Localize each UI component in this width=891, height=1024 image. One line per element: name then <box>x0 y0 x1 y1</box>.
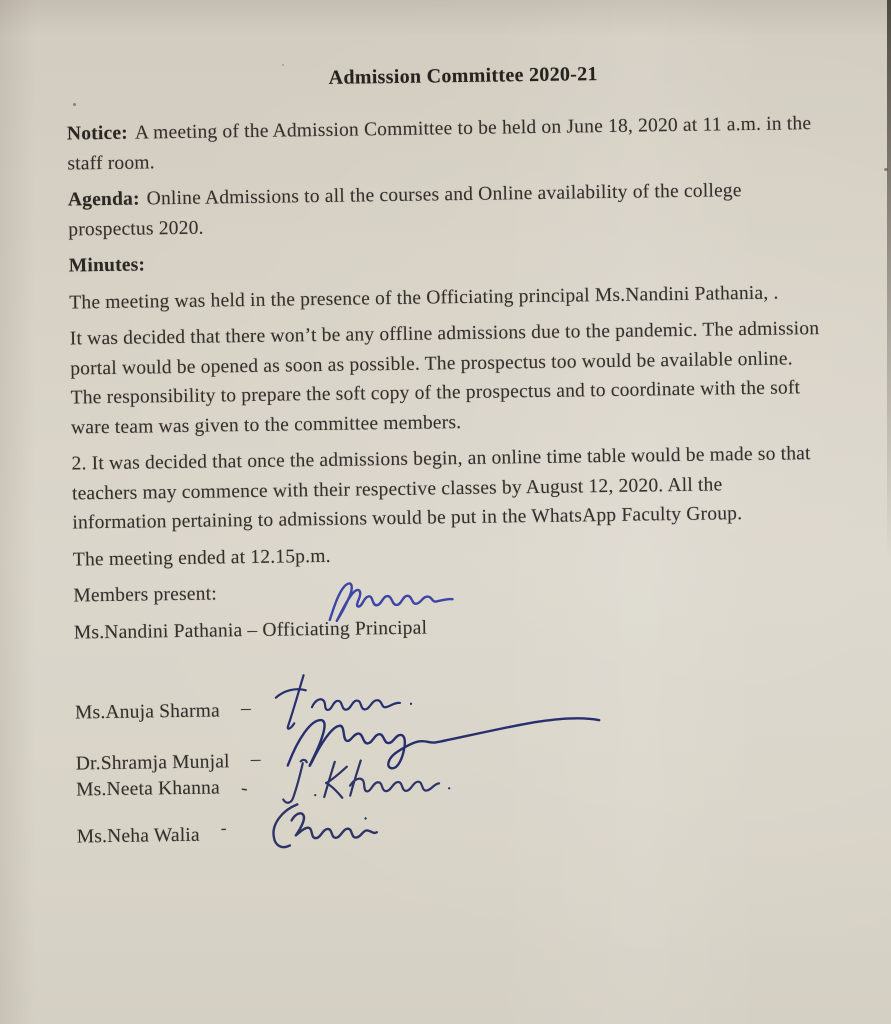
member-name: Ms.Anuja Sharma <box>74 700 221 724</box>
meeting-ended-line <box>73 534 867 575</box>
notice-label: Notice: <box>66 122 129 145</box>
text-line: A meeting of the Admission Committee to be held on June 18, 2020 at 11 a.m. in the <box>134 113 812 144</box>
text-line: portal would be opened as soon as possible. The prospectus too would be available online. <box>70 347 793 380</box>
member-row-neeta-khanna <box>75 734 870 801</box>
member-dash: – <box>250 748 261 770</box>
decision2-paragraph <box>71 438 866 538</box>
member-name: Ms.Neha Walia <box>76 824 200 847</box>
member-dash: – <box>240 698 252 720</box>
member-name: Ms.Neeta Khanna <box>75 777 221 801</box>
text-line: The meeting was held in the presence of the Officiating principal Ms.Nandini Pathania, . <box>69 282 779 314</box>
minutes-label: Minutes: <box>68 254 146 277</box>
text-line: The meeting ended at 12.15p.m. <box>72 545 331 570</box>
members-list <box>73 607 871 847</box>
document-page <box>66 56 871 847</box>
text-line: ware team was given to the committee members. <box>70 411 462 439</box>
notice-paragraph <box>67 108 862 178</box>
photo-edge-shadow <box>887 0 891 560</box>
text-line: teachers may commence with their respective classes by August 12, 2020. All the <box>71 473 723 505</box>
document-title: Admission Committee 2020-21 <box>328 63 598 89</box>
text-line: prospectus 2020. <box>68 217 204 241</box>
member-name: Ms.Nandini Pathania – Officiating Principal <box>73 617 428 643</box>
member-name: Dr.Shramja Munjal <box>75 750 230 774</box>
agenda-label: Agenda: <box>67 188 140 211</box>
presence-paragraph <box>69 277 863 318</box>
text-line: information pertaining to admissions would be put in the WhatsApp Faculty Group. <box>72 503 743 534</box>
member-dash: - <box>239 777 250 800</box>
text-line: Online Admissions to all the courses and Online availability of the college <box>146 180 742 210</box>
text-line: 2. It was decided that once the admissions begin, an online time table would be made so that <box>71 443 811 475</box>
text-line: The responsibility to prepare the soft copy of the prospectus and to coordinate with the soft <box>70 377 801 409</box>
member-row-nandini-pathania <box>74 607 868 648</box>
text-line: staff room. <box>67 151 155 175</box>
members-present-label <box>73 570 867 611</box>
member-dash: - <box>220 817 227 837</box>
decision1-paragraph <box>70 313 866 442</box>
paper-speck <box>884 168 888 171</box>
agenda-paragraph <box>68 174 863 244</box>
text-line: It was decided that there won’t be any offline admissions due to the pandemic. The admission <box>69 318 820 350</box>
member-row-anuja-sharma <box>74 649 868 724</box>
signature-neha-walia-icon <box>245 799 388 855</box>
text-line: Members present: <box>73 583 218 607</box>
minutes-heading <box>69 240 863 281</box>
signature-nandini-pathania-icon <box>325 578 456 624</box>
